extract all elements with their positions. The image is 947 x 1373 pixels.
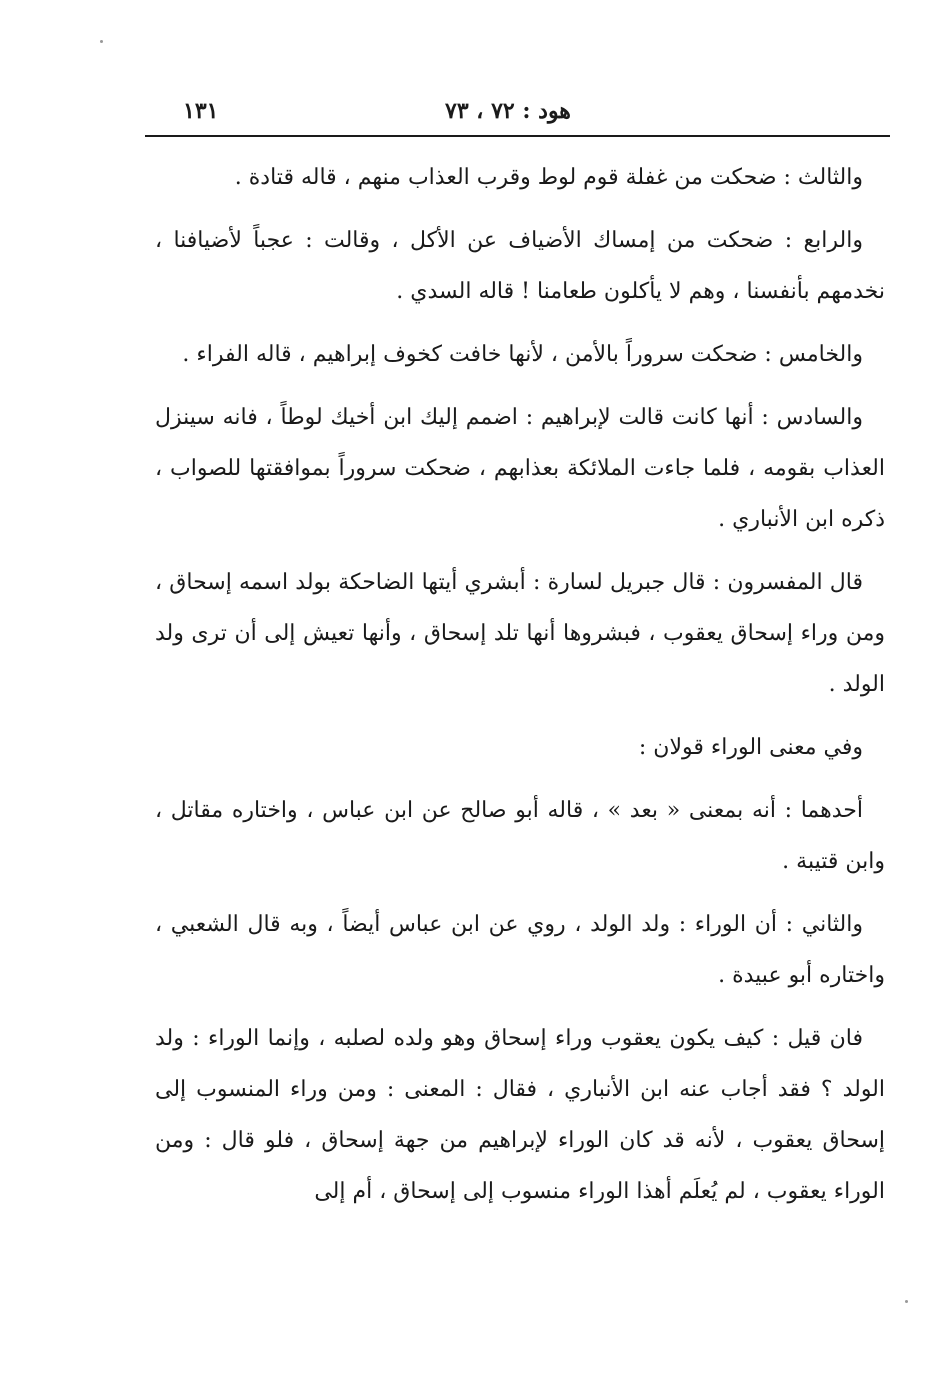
paragraph-fourth: والرابع : ضحكت من إمساك الأضياف عن الأكل ، وقالت : عجباً لأضيافنا ، نخدمهم بأنفسنا ، وهم لا يأكلون طعامنا ! قاله السدي . [155, 228, 885, 304]
paragraph-second-opinion: والثاني : أن الوراء : ولد الولد ، روي عن ابن عباس أيضاً ، وبه قال الشعبي ، واختاره أبو عبيدة . [155, 912, 885, 988]
book-page [155, 92, 885, 1204]
body-text [155, 152, 885, 1229]
paragraph-sixth: والسادس : أنها كانت قالت لإبراهيم : اضمم إليك ابن أخيك لوطاً ، فانه سينزل العذاب بقومه ، فلما جاءت الملائكة بعذابهم ، ضحكت سروراً بموافقتها للصواب ، ذكره ابن الأنباري . [155, 405, 885, 532]
margin-speck [905, 1300, 908, 1303]
paragraph-meaning-heading: وفي معنى الوراء قولان : [638, 735, 863, 760]
page-number: ١٣١ [183, 98, 219, 124]
paragraph-exegetes: قال المفسرون : قال جبريل لسارة : أبشري أيتها الضاحكة بولد اسمه إسحاق ، ومن وراء إسحاق يعقوب ، فبشروها أنها تلد إسحاق ، وأنها تعيش إلى أن ترى ولد الولد . [155, 570, 885, 697]
paragraph-first-opinion: أحدهما : أنه بمعنى « بعد » ، قاله أبو صالح عن ابن عباس ، واختاره مقاتل ، وابن قتيبة . [155, 798, 885, 874]
header-rule [145, 135, 890, 137]
paragraph-objection: فان قيل : كيف يكون يعقوب وراء إسحاق وهو ولده لصلبه ، وإنما الوراء : ولد الولد ؟ فقد أجاب عنه ابن الأنباري ، فقال : المعنى : ومن وراء المنسوب إلى إسحاق يعقوب ، لأنه قد كان الوراء لإبراهيم من جهة إسحاق ، فلو قال : ومن الوراء يعقوب ، لم يُعلَم أهذا الوراء منسوب إلى إسحاق ، أم إلى [155, 1026, 885, 1204]
paragraph-third: والثالث : ضحكت من غفلة قوم لوط وقرب العذاب منهم ، قاله قتادة . [234, 165, 863, 190]
running-title: هود : ٧٢ ، ٧٣ [445, 98, 571, 124]
margin-speck [100, 40, 103, 43]
paragraph-fifth: والخامس : ضحكت سروراً بالأمن ، لأنها خافت كخوف إبراهيم ، قاله الفراء . [182, 342, 863, 367]
page-header [155, 92, 885, 132]
